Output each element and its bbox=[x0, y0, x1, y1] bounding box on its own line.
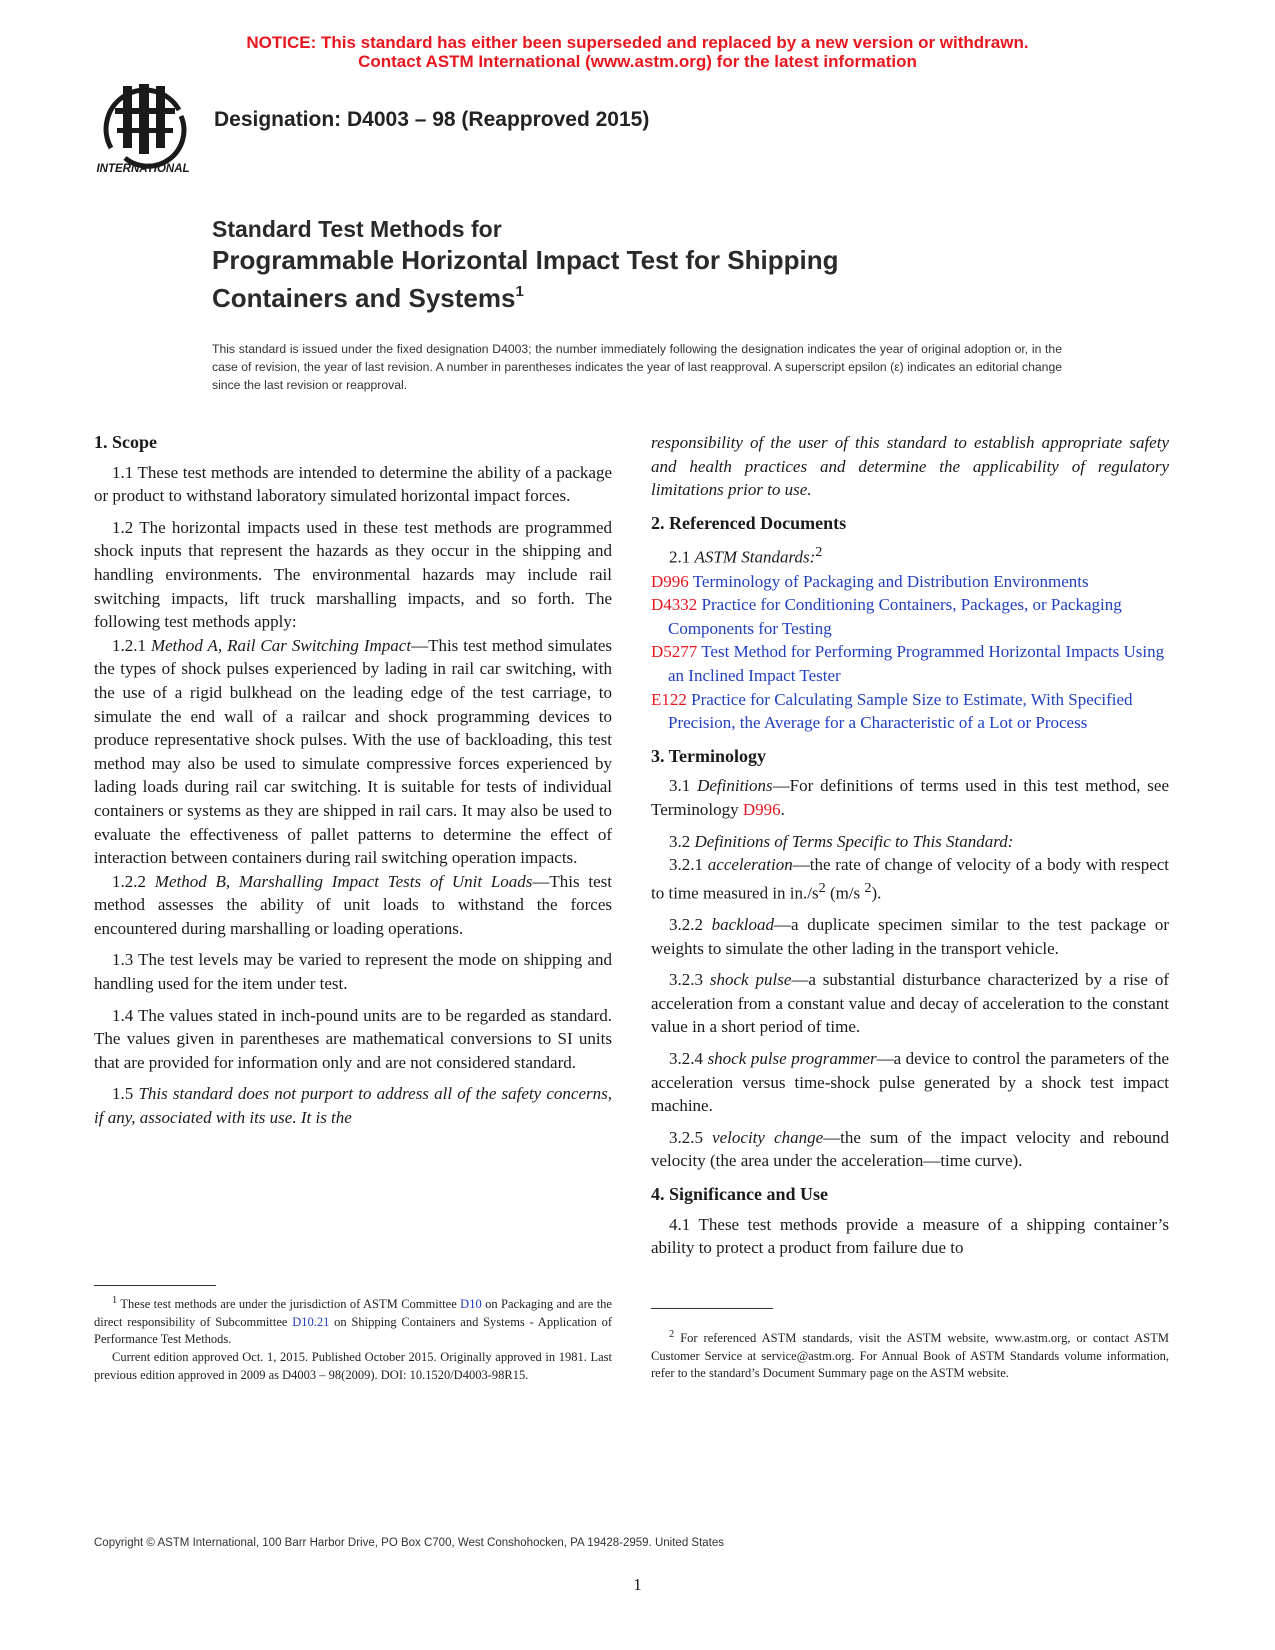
para-1-5: 1.5 This standard does not purport to address all of the safety concerns, if any, associated with its use. It is the bbox=[94, 1084, 613, 1128]
para-3-2-3: 3.2.3 shock pulse—a substantial disturbance characterized by a rise of acceleration from a constant value and decay of acceleration to the constant value in a short period of time. bbox=[651, 970, 1170, 1037]
para-3-2-2: 3.2.2 backload—a duplicate specimen similar to the test package or weights to simulate the other lading in the transport vehicle. bbox=[651, 915, 1169, 958]
reference-d996[interactable]: D996 Terminology of Packaging and Distribution Environments bbox=[651, 571, 1089, 591]
para-1-1: 1.1 These test methods are intended to determine the ability of a package or product to withstand laboratory simulated horizontal impact forces. bbox=[94, 462, 612, 506]
copyright: Copyright © ASTM International, 100 Barr Harbor Drive, PO Box C700, West Conshohocken, PA 19428-2959. United States bbox=[94, 1537, 725, 1549]
section-heading-scope: 1. Scope bbox=[94, 432, 157, 452]
para-3-2-4: 3.2.4 shock pulse programmer—a device to control the parameters of the acceleration versus time-shock pulse generated by a shock test impact machine. bbox=[651, 1048, 1170, 1116]
reference-d5277[interactable]: D5277 Test Method for Performing Programmed Horizontal Impacts Using an Inclined Impact Tester bbox=[651, 642, 1165, 685]
logo-wordmark: INTERNATIONAL bbox=[96, 163, 190, 175]
notice-line-1: NOTICE: This standard has either been superseded and replaced by a new version or withdrawn. bbox=[246, 33, 1029, 52]
para-1-2-1: 1.2.1 Method A, Rail Car Switching Impact—This test method simulates the types of shock pulses experienced by lading in rail car switching, with the use of a rigid bulkhead on the leading edge of the test carriage, to simulate the end wall of a railcar and shock programming devices to produce representative shock pulses. With the use of backloading, this test method may also be used to simulate compressive forces experienced by lading loads during rail car switching. It is suitable for tests of individual containers or systems as they are shipped in rail cars. It may also be used to evaluate the effectiveness of pallet patterns to determine the effect of interaction between containers during rail switching operation impacts. bbox=[94, 635, 612, 868]
title-line-3: Containers and Systems bbox=[212, 283, 516, 313]
right-column bbox=[651, 431, 1169, 1260]
section-heading-referenced-documents: 2. Referenced Documents bbox=[651, 512, 847, 533]
reference-e122[interactable]: E122 Practice for Calculating Sample Size to Estimate, With Specified Precision, the Average for a Characteristic of a Lot or Process bbox=[651, 689, 1133, 733]
para-3-1: 3.1 Definitions—For definitions of terms used in this test method, see Terminology D996. bbox=[651, 776, 1169, 819]
title-line-2: Programmable Horizontal Impact Test for Shipping bbox=[212, 245, 839, 275]
footnote-rule-left bbox=[94, 1285, 216, 1286]
para-1-5-continued: responsibility of the user of this standard to establish appropriate safety and health practices and determine the applicability of regulatory limitations prior to use. bbox=[651, 433, 1169, 500]
para-2-1: 2.1 ASTM Standards:$^2$ bbox=[669, 544, 823, 568]
issued-note: This standard is issued under the fixed designation D4003; the number immediately following the designation indicates the year of original adoption or, in the case of revision, the year of last revision. A number in parentheses indicates the year of last reapproval. A superscript epsilon (ε) indicates an editorial change since the last revision or reapproval. bbox=[212, 342, 1062, 392]
astm-logo-icon bbox=[93, 80, 197, 176]
section-heading-terminology: 3. Terminology bbox=[651, 745, 767, 766]
link-d10[interactable]: D10 bbox=[460, 1297, 482, 1312]
notice-line-2: Contact ASTM International (www.astm.org) for the latest information bbox=[358, 52, 917, 71]
para-4-1: 4.1 These test methods provide a measure of a shipping container’s ability to protect a product from failure due to bbox=[651, 1214, 1169, 1258]
page-number: 1 bbox=[633, 1575, 642, 1594]
document-title bbox=[212, 214, 1112, 314]
para-1-4: 1.4 The values stated in inch-pound units are to be regarded as standard. The values given in parentheses are mathematical conversions to SI units that are provided for information only and are not considered standard. bbox=[94, 1005, 612, 1072]
footnote-2: $^2$ For referenced ASTM standards, visit the ASTM website, www.astm.org, or contact ASTM Customer Service at service@astm.org. For Annual Book of ASTM Standards volume information, refer to the standard’s Document Summary page on the ASTM website. bbox=[651, 1329, 1169, 1381]
reference-d4332[interactable]: D4332 Practice for Conditioning Containers, Packages, or Packaging Components for Testing bbox=[651, 595, 1122, 638]
footnote-rule-right bbox=[651, 1308, 773, 1309]
para-1-3: 1.3 The test levels may be varied to represent the mode on shipping and handling used for the item under test. bbox=[94, 950, 612, 994]
para-3-2-1: 3.2.1 acceleration—the rate of change of velocity of a body with respect to time measured in $in./s^2$ (m/s $^2$). bbox=[651, 855, 1170, 903]
para-1-2: 1.2 The horizontal impacts used in these test methods are programmed shock inputs that represent the hazards as they occur in the shipping and handling environments. The environmental hazards may include rail switching impacts, lift truck marshalling impacts, and so forth. The following test methods apply: bbox=[94, 517, 612, 632]
section-heading-significance: 4. Significance and Use bbox=[651, 1183, 829, 1204]
footnote-1-edition: Current edition approved Oct. 1, 2015. Published October 2015. Originally approved in 1981. Last previous edition approved in 2009 as D4003 – 98(2009). DOI: 10.1520/D4003-98R15. bbox=[94, 1349, 612, 1382]
footnote-1: $^1$ These test methods are under the jurisdiction of ASTM Committee D10 on Packaging and are the direct responsibility of Subcommittee D10.21 on Shipping Containers and Systems - Application of Performance Test Methods. Current edition approved Oct. 1, 2015. Published October 2015. Originally approved in 1981. Last previous edition approved in 2009 as D4003 – 98(2009). DOI: 10.1520/D4003-98R15. bbox=[94, 1292, 612, 1384]
title-line-1: Standard Test Methods for bbox=[212, 216, 502, 242]
para-3-2-5: 3.2.5 velocity change—the sum of the impact velocity and rebound velocity (the area under the acceleration—time curve). bbox=[651, 1127, 1170, 1171]
para-3-2: 3.2 Definitions of Terms Specific to This Standard: bbox=[669, 831, 1014, 851]
designation: Designation: D4003 – 98 (Reapproved 2015) bbox=[214, 108, 650, 131]
para-1-2-2: 1.2.2 Method B, Marshalling Impact Tests of Unit Loads—This test method assesses the ability of unit loads to withstand the forces encountered during marshalling or loading operations. bbox=[94, 871, 613, 938]
left-column bbox=[94, 431, 612, 1130]
title-footnote-mark: 1 bbox=[515, 283, 524, 300]
withdrawal-notice bbox=[0, 33, 1275, 71]
link-d10-21[interactable]: D10.21 bbox=[292, 1314, 330, 1329]
link-d996[interactable]: D996 bbox=[742, 799, 781, 819]
